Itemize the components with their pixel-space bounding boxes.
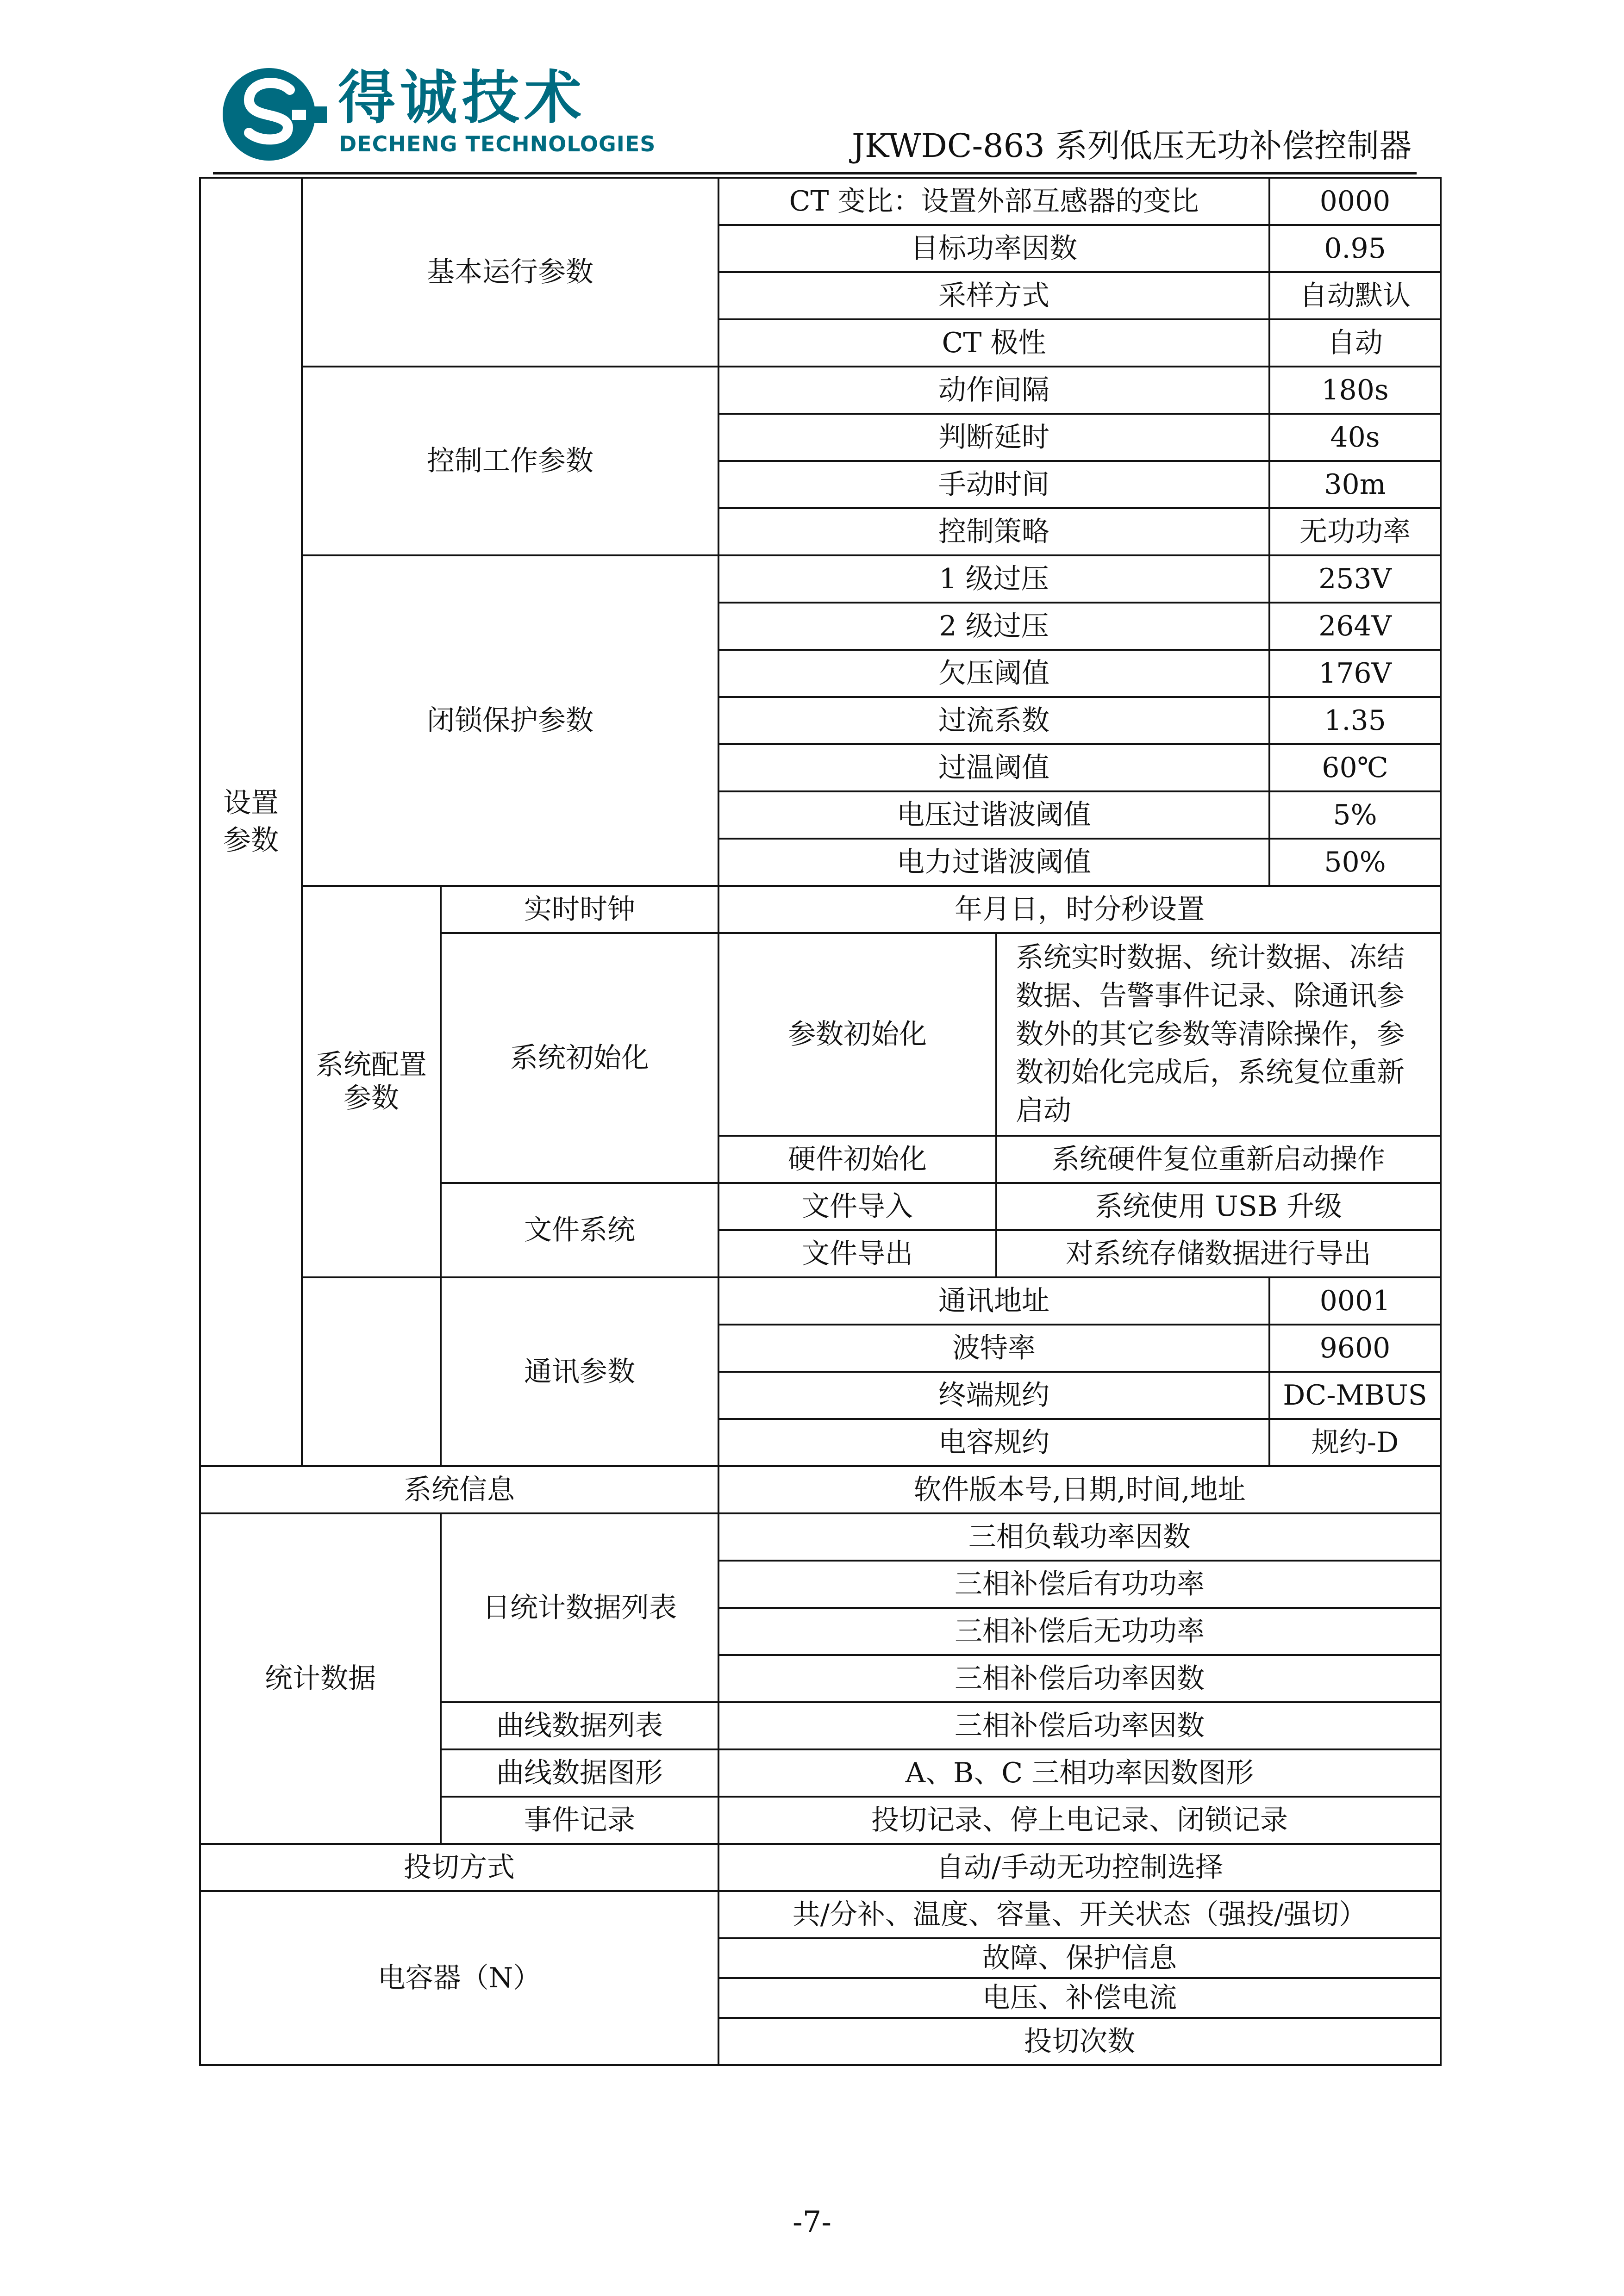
- param-value: 176V: [1269, 650, 1441, 697]
- table-row: [200, 1844, 1441, 1891]
- table-row: [200, 1277, 1441, 1325]
- param-value: DC-MBUS: [1269, 1372, 1441, 1419]
- daily-stats-item: 三相补偿后有功功率: [718, 1561, 1441, 1608]
- file-import-label: 文件导入: [718, 1183, 996, 1230]
- curve-list-label: 曲线数据列表: [441, 1702, 718, 1749]
- comm-blank-cell: [302, 1277, 441, 1466]
- daily-stats-label: 日统计数据列表: [441, 1513, 718, 1702]
- param-name: 电力过谐波阈值: [718, 839, 1269, 886]
- file-system-label: 文件系统: [441, 1183, 718, 1277]
- basic-params-label: 基本运行参数: [302, 178, 718, 367]
- hw-init-desc: 系统硬件复位重新启动操作: [996, 1136, 1441, 1183]
- param-name: 1 级过压: [718, 555, 1269, 603]
- daily-stats-item: 三相负载功率因数: [718, 1513, 1441, 1561]
- page-header: [0, 0, 1624, 176]
- param-value: 253V: [1269, 555, 1441, 603]
- page-number: -7-: [793, 2205, 831, 2240]
- param-value: 1.35: [1269, 697, 1441, 744]
- curve-graph-value: A、B、C 三相功率因数图形: [718, 1749, 1441, 1797]
- param-name: 手动时间: [718, 461, 1269, 508]
- decheng-logo-icon: [220, 66, 327, 163]
- file-export-desc: 对系统存储数据进行导出: [996, 1230, 1441, 1277]
- file-export-label: 文件导出: [718, 1230, 996, 1277]
- param-value: 0000: [1269, 178, 1441, 225]
- switch-mode-value: 自动/手动无功控制选择: [718, 1844, 1441, 1891]
- table-row: [200, 886, 1441, 933]
- event-log-label: 事件记录: [441, 1797, 718, 1844]
- table-row: [200, 178, 1441, 225]
- param-name: 终端规约: [718, 1372, 1269, 1419]
- capacitor-label: 电容器（N）: [200, 1891, 718, 2065]
- param-value: 自动默认: [1269, 272, 1441, 319]
- param-init-label: 参数初始化: [718, 933, 996, 1136]
- daily-stats-item: 三相补偿后无功功率: [718, 1608, 1441, 1655]
- comm-params-label: 通讯参数: [441, 1277, 718, 1466]
- parameter-table: [199, 177, 1442, 2066]
- param-value: 50%: [1269, 839, 1441, 886]
- rtc-value: 年月日，时分秒设置: [718, 886, 1441, 933]
- capacitor-item: 投切次数: [718, 2018, 1441, 2065]
- control-params-label: 控制工作参数: [302, 367, 718, 555]
- param-name: 电压过谐波阈值: [718, 791, 1269, 839]
- param-name: 目标功率因数: [718, 225, 1269, 272]
- param-value: 5%: [1269, 791, 1441, 839]
- param-name: 2 级过压: [718, 603, 1269, 650]
- brand-name-cn: 得诚技术: [338, 65, 587, 131]
- param-value: 60℃: [1269, 744, 1441, 791]
- param-name: 动作间隔: [718, 367, 1269, 414]
- hw-init-label: 硬件初始化: [718, 1136, 996, 1183]
- capacitor-item: 故障、保护信息: [718, 1938, 1441, 1978]
- table-row: [200, 1891, 1441, 1938]
- stats-label: 统计数据: [200, 1513, 441, 1844]
- event-log-value: 投切记录、停上电记录、闭锁记录: [718, 1797, 1441, 1844]
- param-value: 0001: [1269, 1277, 1441, 1325]
- capacitor-item: 共/分补、温度、容量、开关状态（强投/强切）: [718, 1891, 1441, 1938]
- sysinfo-value: 软件版本号,日期,时间,地址: [718, 1466, 1441, 1513]
- param-name: 通讯地址: [718, 1277, 1269, 1325]
- param-value: 180s: [1269, 367, 1441, 414]
- settings-section-label: 设置参数: [200, 178, 302, 1466]
- protect-params-label: 闭锁保护参数: [302, 555, 718, 886]
- header-divider: [213, 172, 1417, 174]
- param-name: 电容规约: [718, 1419, 1269, 1466]
- table-row: [200, 1513, 1441, 1561]
- table-row: [200, 555, 1441, 603]
- param-value: 9600: [1269, 1325, 1441, 1372]
- param-name: 过温阈值: [718, 744, 1269, 791]
- param-value: 30m: [1269, 461, 1441, 508]
- capacitor-item: 电压、补偿电流: [718, 1978, 1441, 2018]
- curve-list-value: 三相补偿后功率因数: [718, 1702, 1441, 1749]
- param-name: CT 变比：设置外部互感器的变比: [718, 178, 1269, 225]
- param-value: 自动: [1269, 319, 1441, 367]
- param-name: 欠压阈值: [718, 650, 1269, 697]
- document-title: JKWDC-863 系列低压无功补偿控制器: [852, 127, 1412, 165]
- param-value: 规约-D: [1269, 1419, 1441, 1466]
- param-value: 0.95: [1269, 225, 1441, 272]
- brand-name-en: DECHENG TECHNOLOGIES: [339, 131, 656, 156]
- sysconfig-label: 系统配置参数: [302, 886, 441, 1277]
- param-value: 264V: [1269, 603, 1441, 650]
- daily-stats-item: 三相补偿后功率因数: [718, 1655, 1441, 1702]
- param-name: CT 极性: [718, 319, 1269, 367]
- param-name: 判断延时: [718, 414, 1269, 461]
- sysinfo-label: 系统信息: [200, 1466, 718, 1513]
- curve-graph-label: 曲线数据图形: [441, 1749, 718, 1797]
- switch-mode-label: 投切方式: [200, 1844, 718, 1891]
- param-name: 波特率: [718, 1325, 1269, 1372]
- table-row: [200, 367, 1441, 414]
- file-import-desc: 系统使用 USB 升级: [996, 1183, 1441, 1230]
- param-name: 过流系数: [718, 697, 1269, 744]
- table-row: [200, 1466, 1441, 1513]
- sys-init-label: 系统初始化: [441, 933, 718, 1183]
- param-name: 采样方式: [718, 272, 1269, 319]
- param-value: 40s: [1269, 414, 1441, 461]
- rtc-label: 实时时钟: [441, 886, 718, 933]
- param-value: 无功功率: [1269, 508, 1441, 555]
- param-init-desc: 系统实时数据、统计数据、冻结数据、告警事件记录、除通讯参数外的其它参数等清除操作，参数初始化完成后，系统复位重新启动: [996, 933, 1441, 1136]
- param-name: 控制策略: [718, 508, 1269, 555]
